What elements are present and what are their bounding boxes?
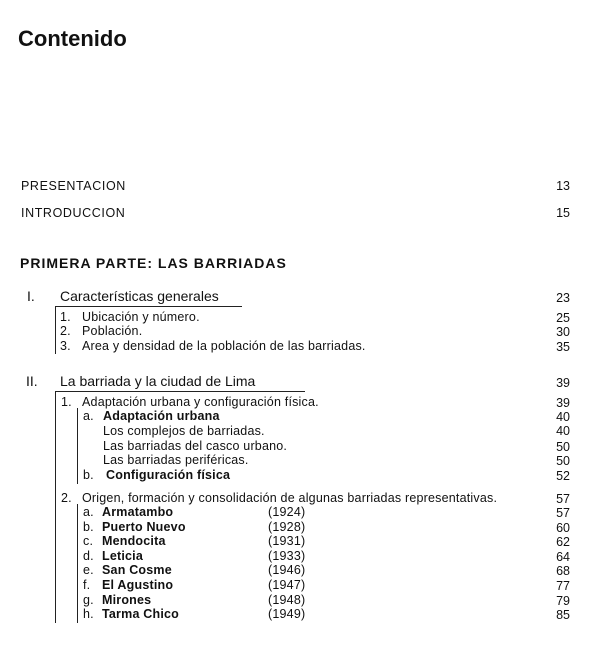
- barriada-letter: h.: [83, 607, 94, 621]
- chapter-1-item-page: 25: [556, 311, 570, 325]
- barriada-letter: d.: [83, 549, 94, 563]
- barriada-name: Leticia: [102, 549, 143, 563]
- section-1-a-page: 40: [556, 410, 570, 424]
- barriada-year: (1924): [268, 505, 306, 519]
- barriada-page: 62: [556, 535, 570, 549]
- section-2-bracket: [77, 504, 78, 623]
- section-1-a-subitem-page: 40: [556, 424, 570, 438]
- barriada-letter: g.: [83, 593, 94, 607]
- section-1-a-subitem: Las barriadas periféricas.: [103, 453, 249, 467]
- chapter-2-title: La barriada y la ciudad de Lima: [60, 373, 256, 389]
- chapter-1-bracket: [55, 306, 56, 354]
- section-1-a-subitem-page: 50: [556, 454, 570, 468]
- section-1-num: 1.: [61, 395, 72, 409]
- section-1-b-label: Configuración física: [106, 468, 231, 482]
- section-2-num: 2.: [61, 491, 72, 505]
- barriada-name: Mirones: [102, 593, 152, 607]
- chapter-2-page: 39: [556, 376, 570, 390]
- section-1-page: 39: [556, 396, 570, 410]
- barriada-year: (1928): [268, 520, 306, 534]
- barriada-name: San Cosme: [102, 563, 172, 577]
- barriada-name: Armatambo: [102, 505, 174, 519]
- page-title: Contenido: [18, 26, 127, 51]
- chapter-1-page: 23: [556, 291, 570, 305]
- barriada-year: (1949): [268, 607, 306, 621]
- barriada-name: El Agustino: [102, 578, 174, 592]
- chapter-2-number: II.: [26, 373, 38, 389]
- chapter-1-item-label: Población.: [82, 324, 143, 338]
- section-1-b-letter: b.: [83, 468, 94, 482]
- section-2-page: 57: [556, 492, 570, 506]
- chapter-1-title: Características generales: [60, 288, 219, 304]
- barriada-letter: c.: [83, 534, 94, 548]
- section-1-a-letter: a.: [83, 409, 94, 423]
- part-title: PRIMERA PARTE: LAS BARRIADAS: [20, 255, 287, 271]
- barriada-name: Mendocita: [102, 534, 166, 548]
- barriada-page: 57: [556, 506, 570, 520]
- chapter-2-rule: [55, 391, 305, 392]
- barriada-year: (1933): [268, 549, 306, 563]
- chapter-1-item-label: Area y densidad de la población de las barriadas.: [82, 339, 366, 353]
- chapter-1-item-page: 35: [556, 340, 570, 354]
- toc-entry-introduccion: INTRODUCCION: [21, 206, 126, 220]
- barriada-page: 60: [556, 521, 570, 535]
- barriada-letter: e.: [83, 563, 94, 577]
- section-1-a-label: Adaptación urbana: [103, 409, 220, 423]
- section-2-label: Origen, formación y consolidación de algunas barriadas representativas.: [82, 491, 498, 505]
- chapter-1-rule: [55, 306, 242, 307]
- toc-entry-presentacion: PRESENTACION: [21, 179, 126, 193]
- barriada-page: 64: [556, 550, 570, 564]
- barriada-name: Puerto Nuevo: [102, 520, 186, 534]
- barriada-page: 79: [556, 594, 570, 608]
- chapter-1-item-page: 30: [556, 325, 570, 339]
- section-1-bracket: [77, 408, 78, 484]
- chapter-2-bracket: [55, 391, 56, 623]
- section-1-a-subitem-page: 50: [556, 440, 570, 454]
- barriada-year: (1931): [268, 534, 306, 548]
- toc-page-introduccion: 15: [556, 206, 570, 220]
- section-1-a-subitem: Los complejos de barriadas.: [103, 424, 265, 438]
- barriada-page: 77: [556, 579, 570, 593]
- barriada-letter: b.: [83, 520, 94, 534]
- section-1-a-subitem: Las barriadas del casco urbano.: [103, 439, 288, 453]
- barriada-letter: a.: [83, 505, 94, 519]
- barriada-year: (1948): [268, 593, 306, 607]
- chapter-1-item-num: 1.: [60, 310, 71, 324]
- barriada-year: (1947): [268, 578, 306, 592]
- chapter-1-item-num: 3.: [60, 339, 71, 353]
- barriada-page: 85: [556, 608, 570, 622]
- chapter-1-item-label: Ubicación y número.: [82, 310, 200, 324]
- barriada-page: 68: [556, 564, 570, 578]
- chapter-1-item-num: 2.: [60, 324, 71, 338]
- barriada-year: (1946): [268, 563, 306, 577]
- toc-page-presentacion: 13: [556, 179, 570, 193]
- section-1-b-page: 52: [556, 469, 570, 483]
- barriada-letter: f.: [83, 578, 91, 592]
- section-1-label: Adaptación urbana y configuración física.: [82, 395, 319, 409]
- chapter-1-number: I.: [27, 288, 35, 304]
- barriada-name: Tarma Chico: [102, 607, 179, 621]
